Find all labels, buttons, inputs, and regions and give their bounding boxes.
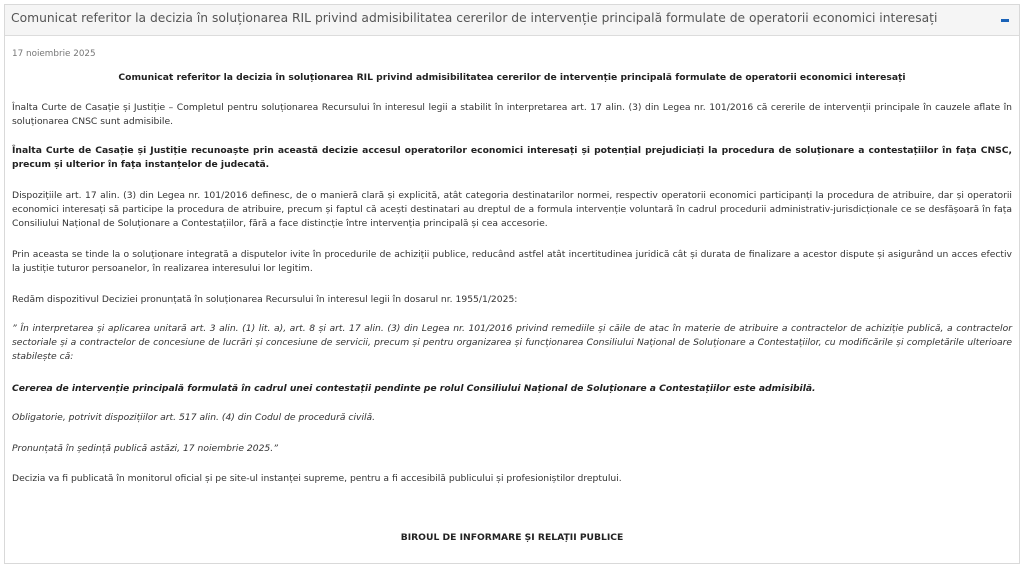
paragraph-quote: ” În interpretarea și aplicarea unitară art. 3 alin. (1) lit. a), art. 8 și art. 17 alin. (3) din Legea nr. 101/2016 privind remediile și căile de atac în materie de atribuire a contractelor de achiziție publică, a contractelor sectoriale și a contractelor de concesiune de lucrări și concesiune de servicii, precum și pentru organizarea și funcționarea Consiliului Național de Soluționare a Contestațiilor, cu modificările și completările ulterioare stabilește că:: [12, 323, 1012, 362]
paragraph-intro: Înalta Curte de Casație și Justiție – Completul pentru soluționarea Recursului în interesul legii a stabilit în interpretarea art. 17 alin. (3) din Legea nr. 101/2016 că cererile de intervenții principale în cauzele aflate în soluționarea CNSC sunt admisibile.: [12, 102, 1012, 127]
paragraph-dispositive-intro: Redăm dispozitivul Deciziei pronunțată în soluționarea Recursului în interesul legii în dosarul nr. 1955/1/2025:: [12, 294, 518, 305]
paragraph-publication: Decizia va fi publicată în monitorul oficial și pe site-ul instanței supreme, pentru a fi accesibilă publicului și profesioniștilor dreptului.: [12, 473, 622, 484]
paragraph-ruling: Cererea de intervenție principală formulată în cadrul unei contestații pendinte pe rolul Consiliului Național de Soluționare a Contestațiilor este admisibilă.: [12, 383, 816, 394]
article-date: 17 noiembrie 2025: [12, 49, 96, 59]
article-heading: Comunicat referitor la decizia în soluționarea RIL privind admisibilitatea cererilor de intervenție principală formulate de operatorii economici interesați: [118, 72, 906, 83]
paragraph-integration: Prin aceasta se tinde la o soluționare integrată a disputelor ivite în procedurile de achiziții publice, reducând astfel atât incertitudinea juridică cât și durata de finalizare a acestor dispute și asigurând un acces efectiv la justiție tuturor persoanelor, în realizarea interesului lor legitim.: [12, 249, 1012, 274]
announcement-panel: [4, 4, 1020, 564]
panel-title[interactable]: Comunicat referitor la decizia în soluționarea RIL privind admisibilitatea cererilor de intervenție principală formulate de operatorii economici interesați: [11, 11, 938, 25]
paragraph-highlight: Înalta Curte de Casație și Justiție recunoaște prin această decizie accesul operatorilor economici interesați și potențial prejudiciați la procedura de soluționare a contestațiilor în fața CNSC, precum și ulterior în fața instanțelor de judecată.: [12, 145, 1012, 170]
signature: BIROUL DE INFORMARE ȘI RELAȚII PUBLICE: [400, 532, 624, 543]
collapse-icon[interactable]: [998, 11, 1012, 25]
panel-header[interactable]: [5, 5, 1019, 36]
paragraph-dispositions: Dispozițiile art. 17 alin. (3) din Legea nr. 101/2016 definesc, de o manieră clară și explicită, atât categoria destinatarilor normei, respectiv operatorii economici participanți la procedura de atribuire, dar și operatorii economici interesați să participe la procedura de atribuire, precum și faptul că acești destinatari au dreptul de a formula intervenție voluntară în cadrul procedurii administrativ-jurisdicționale ce se desfășoară în fața Consiliului Național de Soluționare a Contestațiilor, fără a face distincție între intervenția principală și cea accesorie.: [12, 190, 1012, 229]
paragraph-pronounced: Pronunțată în ședință publică astăzi, 17 noiembrie 2025.”: [12, 443, 278, 454]
paragraph-mandatory: Obligatorie, potrivit dispozițiilor art. 517 alin. (4) din Codul de procedură civilă.: [12, 412, 376, 423]
article-body: [5, 36, 1019, 545]
